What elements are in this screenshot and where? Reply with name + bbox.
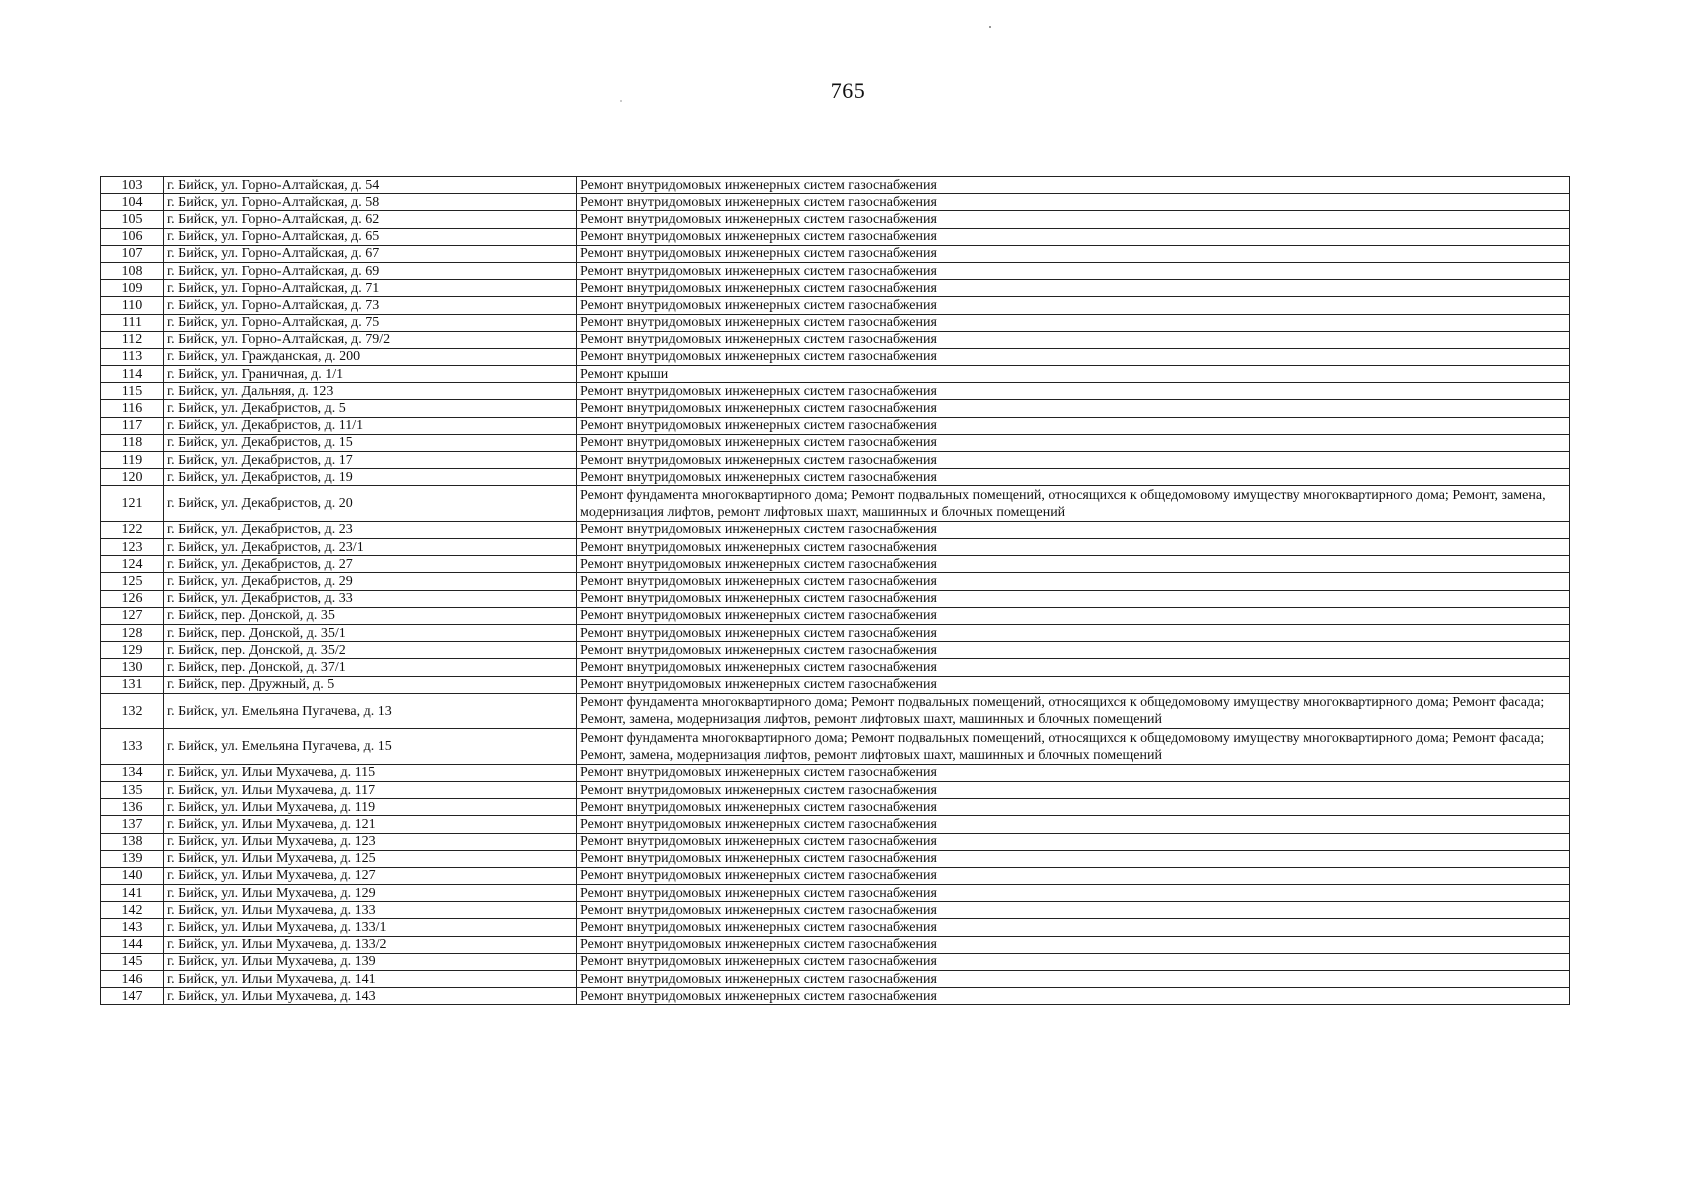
table-row (101, 556, 1570, 573)
row-address: г. Бийск, ул. Горно-Алтайская, д. 71 (164, 280, 577, 297)
row-work: Ремонт внутридомовых инженерных систем газоснабжения (577, 521, 1570, 538)
row-number: 119 (101, 452, 164, 469)
row-address: г. Бийск, ул. Емельяна Пугачева, д. 13 (164, 693, 577, 729)
address-work-table (100, 176, 1570, 1005)
row-address: г. Бийск, ул. Емельяна Пугачева, д. 15 (164, 729, 577, 765)
row-work: Ремонт внутридомовых инженерных систем газоснабжения (577, 659, 1570, 676)
row-work: Ремонт внутридомовых инженерных систем газоснабжения (577, 262, 1570, 279)
row-number: 120 (101, 469, 164, 486)
row-number: 140 (101, 867, 164, 884)
row-number: 105 (101, 211, 164, 228)
row-number: 118 (101, 434, 164, 451)
row-work: Ремонт фундамента многоквартирного дома; Ремонт подвальных помещений, относящихся к общедомовому имуществу многоквартирного дома; Ремонт фасада; Ремонт, замена, модернизация лифтов, ремонт лифтовых шахт, машинных и блочных помещений (577, 693, 1570, 729)
row-work: Ремонт внутридомовых инженерных систем газоснабжения (577, 417, 1570, 434)
row-address: г. Бийск, ул. Декабристов, д. 5 (164, 400, 577, 417)
row-number: 122 (101, 521, 164, 538)
table-row (101, 693, 1570, 729)
row-number: 110 (101, 297, 164, 314)
table-row (101, 211, 1570, 228)
row-address: г. Бийск, ул. Граничная, д. 1/1 (164, 366, 577, 383)
table-row (101, 573, 1570, 590)
row-number: 147 (101, 988, 164, 1005)
row-address: г. Бийск, ул. Декабристов, д. 19 (164, 469, 577, 486)
table-row (101, 452, 1570, 469)
row-number: 134 (101, 764, 164, 781)
row-work: Ремонт внутридомовых инженерных систем газоснабжения (577, 297, 1570, 314)
table-row (101, 971, 1570, 988)
table-row (101, 366, 1570, 383)
row-number: 135 (101, 781, 164, 798)
row-number: 112 (101, 331, 164, 348)
row-number: 136 (101, 799, 164, 816)
row-work: Ремонт внутридомовых инженерных систем газоснабжения (577, 833, 1570, 850)
row-work: Ремонт внутридомовых инженерных систем газоснабжения (577, 902, 1570, 919)
row-address: г. Бийск, ул. Ильи Мухачева, д. 133/1 (164, 919, 577, 936)
row-address: г. Бийск, ул. Ильи Мухачева, д. 121 (164, 816, 577, 833)
table-row (101, 194, 1570, 211)
row-number: 127 (101, 607, 164, 624)
row-work: Ремонт внутридомовых инженерных систем газоснабжения (577, 245, 1570, 262)
table-row (101, 314, 1570, 331)
row-address: г. Бийск, ул. Ильи Мухачева, д. 141 (164, 971, 577, 988)
table-row (101, 659, 1570, 676)
row-address: г. Бийск, ул. Ильи Мухачева, д. 117 (164, 781, 577, 798)
table-row (101, 833, 1570, 850)
row-address: г. Бийск, ул. Ильи Мухачева, д. 119 (164, 799, 577, 816)
row-work: Ремонт внутридомовых инженерных систем газоснабжения (577, 331, 1570, 348)
row-work: Ремонт внутридомовых инженерных систем газоснабжения (577, 452, 1570, 469)
table-row (101, 799, 1570, 816)
table-row (101, 539, 1570, 556)
row-number: 104 (101, 194, 164, 211)
table-body (101, 177, 1570, 1005)
row-number: 130 (101, 659, 164, 676)
row-address: г. Бийск, ул. Дальняя, д. 123 (164, 383, 577, 400)
row-address: г. Бийск, ул. Гражданская, д. 200 (164, 348, 577, 365)
table-row (101, 177, 1570, 194)
table-row (101, 417, 1570, 434)
row-number: 124 (101, 556, 164, 573)
table-row (101, 245, 1570, 262)
row-address: г. Бийск, пер. Донской, д. 35/2 (164, 642, 577, 659)
row-address: г. Бийск, ул. Горно-Алтайская, д. 75 (164, 314, 577, 331)
row-work: Ремонт внутридомовых инженерных систем газоснабжения (577, 799, 1570, 816)
row-work: Ремонт фундамента многоквартирного дома; Ремонт подвальных помещений, относящихся к общедомовому имуществу многоквартирного дома; Ремонт фасада; Ремонт, замена, модернизация лифтов, ремонт лифтовых шахт, машинных и блочных помещений (577, 729, 1570, 765)
row-address: г. Бийск, ул. Ильи Мухачева, д. 133 (164, 902, 577, 919)
row-number: 128 (101, 625, 164, 642)
row-address: г. Бийск, ул. Ильи Мухачева, д. 139 (164, 953, 577, 970)
row-work: Ремонт внутридомовых инженерных систем газоснабжения (577, 573, 1570, 590)
table-row (101, 988, 1570, 1005)
row-number: 106 (101, 228, 164, 245)
table-row (101, 953, 1570, 970)
row-work: Ремонт внутридомовых инженерных систем газоснабжения (577, 400, 1570, 417)
row-address: г. Бийск, пер. Донской, д. 35 (164, 607, 577, 624)
row-number: 115 (101, 383, 164, 400)
row-address: г. Бийск, ул. Ильи Мухачева, д. 133/2 (164, 936, 577, 953)
table-row (101, 676, 1570, 693)
row-address: г. Бийск, пер. Донской, д. 37/1 (164, 659, 577, 676)
row-work: Ремонт внутридомовых инженерных систем газоснабжения (577, 280, 1570, 297)
row-work: Ремонт внутридомовых инженерных систем газоснабжения (577, 850, 1570, 867)
table-row (101, 228, 1570, 245)
row-work: Ремонт крыши (577, 366, 1570, 383)
row-work: Ремонт внутридомовых инженерных систем газоснабжения (577, 556, 1570, 573)
row-address: г. Бийск, ул. Горно-Алтайская, д. 58 (164, 194, 577, 211)
row-work: Ремонт внутридомовых инженерных систем газоснабжения (577, 383, 1570, 400)
row-address: г. Бийск, пер. Донской, д. 35/1 (164, 625, 577, 642)
row-number: 141 (101, 885, 164, 902)
row-work: Ремонт внутридомовых инженерных систем газоснабжения (577, 434, 1570, 451)
row-work: Ремонт внутридомовых инженерных систем газоснабжения (577, 816, 1570, 833)
row-address: г. Бийск, ул. Декабристов, д. 17 (164, 452, 577, 469)
row-address: г. Бийск, ул. Ильи Мухачева, д. 115 (164, 764, 577, 781)
table-row (101, 850, 1570, 867)
row-number: 133 (101, 729, 164, 765)
table-row (101, 607, 1570, 624)
row-work: Ремонт внутридомовых инженерных систем газоснабжения (577, 919, 1570, 936)
row-work: Ремонт внутридомовых инженерных систем газоснабжения (577, 988, 1570, 1005)
row-number: 145 (101, 953, 164, 970)
row-address: г. Бийск, ул. Декабристов, д. 20 (164, 486, 577, 522)
table-row (101, 469, 1570, 486)
table-row (101, 590, 1570, 607)
row-number: 116 (101, 400, 164, 417)
table-row (101, 348, 1570, 365)
row-number: 125 (101, 573, 164, 590)
row-number: 146 (101, 971, 164, 988)
row-work: Ремонт внутридомовых инженерных систем газоснабжения (577, 607, 1570, 624)
row-address: г. Бийск, пер. Дружный, д. 5 (164, 676, 577, 693)
table-row (101, 486, 1570, 522)
table-row (101, 867, 1570, 884)
table-row (101, 885, 1570, 902)
row-number: 144 (101, 936, 164, 953)
row-work: Ремонт внутридомовых инженерных систем газоснабжения (577, 971, 1570, 988)
row-number: 123 (101, 539, 164, 556)
table-row (101, 902, 1570, 919)
table-row (101, 434, 1570, 451)
row-number: 129 (101, 642, 164, 659)
row-address: г. Бийск, ул. Горно-Алтайская, д. 54 (164, 177, 577, 194)
row-number: 108 (101, 262, 164, 279)
row-work: Ремонт внутридомовых инженерных систем газоснабжения (577, 885, 1570, 902)
row-number: 107 (101, 245, 164, 262)
row-address: г. Бийск, ул. Декабристов, д. 11/1 (164, 417, 577, 434)
row-work: Ремонт внутридомовых инженерных систем газоснабжения (577, 642, 1570, 659)
row-work: Ремонт внутридомовых инженерных систем газоснабжения (577, 314, 1570, 331)
row-work: Ремонт внутридомовых инженерных систем газоснабжения (577, 539, 1570, 556)
row-number: 103 (101, 177, 164, 194)
row-work: Ремонт внутридомовых инженерных систем газоснабжения (577, 867, 1570, 884)
row-number: 113 (101, 348, 164, 365)
table-row (101, 816, 1570, 833)
row-number: 126 (101, 590, 164, 607)
row-address: г. Бийск, ул. Декабристов, д. 29 (164, 573, 577, 590)
row-work: Ремонт фундамента многоквартирного дома; Ремонт подвальных помещений, относящихся к общедомовому имуществу многоквартирного дома; Ремонт, замена, модернизация лифтов, ремонт лифтовых шахт, машинных и блочных помещений (577, 486, 1570, 522)
table-row (101, 521, 1570, 538)
row-work: Ремонт внутридомовых инженерных систем газоснабжения (577, 676, 1570, 693)
row-number: 111 (101, 314, 164, 331)
row-number: 109 (101, 280, 164, 297)
row-work: Ремонт внутридомовых инженерных систем газоснабжения (577, 177, 1570, 194)
row-address: г. Бийск, ул. Ильи Мухачева, д. 125 (164, 850, 577, 867)
table-row (101, 297, 1570, 314)
row-number: 142 (101, 902, 164, 919)
row-work: Ремонт внутридомовых инженерных систем газоснабжения (577, 953, 1570, 970)
row-address: г. Бийск, ул. Ильи Мухачева, д. 123 (164, 833, 577, 850)
row-address: г. Бийск, ул. Ильи Мухачева, д. 129 (164, 885, 577, 902)
row-number: 139 (101, 850, 164, 867)
table-row (101, 400, 1570, 417)
row-number: 121 (101, 486, 164, 522)
row-work: Ремонт внутридомовых инженерных систем газоснабжения (577, 764, 1570, 781)
row-address: г. Бийск, ул. Ильи Мухачева, д. 127 (164, 867, 577, 884)
row-address: г. Бийск, ул. Горно-Алтайская, д. 65 (164, 228, 577, 245)
page-number: 765 (830, 78, 866, 103)
row-address: г. Бийск, ул. Ильи Мухачева, д. 143 (164, 988, 577, 1005)
row-address: г. Бийск, ул. Горно-Алтайская, д. 62 (164, 211, 577, 228)
row-work: Ремонт внутридомовых инженерных систем газоснабжения (577, 194, 1570, 211)
row-work: Ремонт внутридомовых инженерных систем газоснабжения (577, 590, 1570, 607)
table-row (101, 383, 1570, 400)
table-row (101, 642, 1570, 659)
table-row (101, 781, 1570, 798)
row-work: Ремонт внутридомовых инженерных систем газоснабжения (577, 625, 1570, 642)
row-work: Ремонт внутридомовых инженерных систем газоснабжения (577, 936, 1570, 953)
table-row (101, 919, 1570, 936)
row-number: 143 (101, 919, 164, 936)
row-number: 117 (101, 417, 164, 434)
row-address: г. Бийск, ул. Декабристов, д. 23/1 (164, 539, 577, 556)
row-work: Ремонт внутридомовых инженерных систем газоснабжения (577, 348, 1570, 365)
row-address: г. Бийск, ул. Горно-Алтайская, д. 69 (164, 262, 577, 279)
row-address: г. Бийск, ул. Декабристов, д. 27 (164, 556, 577, 573)
row-address: г. Бийск, ул. Декабристов, д. 23 (164, 521, 577, 538)
row-number: 114 (101, 366, 164, 383)
row-number: 132 (101, 693, 164, 729)
row-address: г. Бийск, ул. Декабристов, д. 33 (164, 590, 577, 607)
row-number: 138 (101, 833, 164, 850)
table-row (101, 262, 1570, 279)
row-work: Ремонт внутридомовых инженерных систем газоснабжения (577, 228, 1570, 245)
row-address: г. Бийск, ул. Горно-Алтайская, д. 73 (164, 297, 577, 314)
table-row (101, 936, 1570, 953)
row-address: г. Бийск, ул. Декабристов, д. 15 (164, 434, 577, 451)
row-work: Ремонт внутридомовых инженерных систем газоснабжения (577, 211, 1570, 228)
table-row (101, 331, 1570, 348)
table-row (101, 729, 1570, 765)
scan-speck (989, 26, 991, 28)
row-work: Ремонт внутридомовых инженерных систем газоснабжения (577, 781, 1570, 798)
row-address: г. Бийск, ул. Горно-Алтайская, д. 79/2 (164, 331, 577, 348)
table-row (101, 625, 1570, 642)
row-address: г. Бийск, ул. Горно-Алтайская, д. 67 (164, 245, 577, 262)
table-row (101, 280, 1570, 297)
table-row (101, 764, 1570, 781)
row-number: 137 (101, 816, 164, 833)
row-work: Ремонт внутридомовых инженерных систем газоснабжения (577, 469, 1570, 486)
row-number: 131 (101, 676, 164, 693)
